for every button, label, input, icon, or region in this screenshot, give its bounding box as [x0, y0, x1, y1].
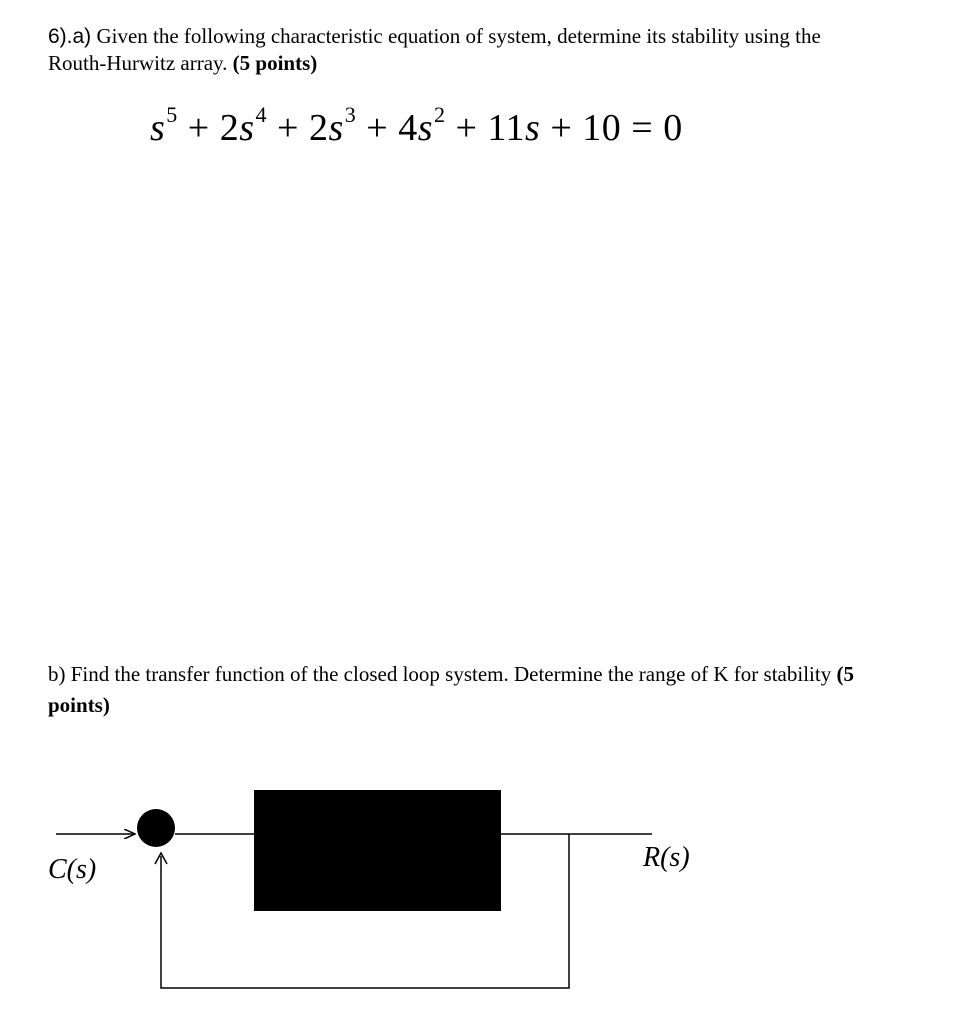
eq-term: + 4 — [356, 107, 418, 149]
output-label: R(s) — [643, 842, 690, 873]
summing-junction — [137, 809, 175, 847]
eq-term: + 2 — [267, 107, 329, 149]
plant-block — [254, 790, 501, 911]
part-a-question-line1 — [48, 23, 821, 50]
eq-exp: 2 — [434, 102, 446, 127]
eq-exp: 4 — [255, 102, 268, 127]
part-b-question-line1 — [48, 661, 854, 688]
block-diagram — [0, 770, 969, 1024]
part-b-text: b) Find the transfer function of the closed loop system. Determine the range of K for stability — [48, 662, 837, 686]
input-label: C(s) — [48, 854, 97, 885]
part-a-question-line2 — [48, 50, 317, 77]
eq-var: s — [417, 107, 433, 149]
eq-term: + 10 = 0 — [540, 107, 683, 149]
part-b-question-line2 — [48, 692, 110, 719]
eq-term: + 11 — [445, 107, 526, 149]
part-a-text-2: Routh-Hurwitz array. — [48, 51, 233, 75]
eq-term: + 2 — [177, 107, 240, 149]
part-b-points-start: (5 — [836, 662, 854, 686]
eq-var: s — [150, 107, 166, 149]
eq-var: s — [525, 107, 541, 149]
part-b-points-end: points) — [48, 693, 110, 717]
eq-exp: 5 — [166, 102, 178, 127]
eq-var: s — [239, 107, 255, 149]
question-number: 6).a) — [48, 25, 92, 48]
eq-var: s — [328, 107, 344, 149]
part-a-text-1: Given the following characteristic equation of system, determine its stability using the — [91, 24, 821, 48]
characteristic-equation — [150, 103, 683, 153]
part-a-points: (5 points) — [232, 51, 318, 75]
eq-exp: 3 — [344, 102, 357, 127]
